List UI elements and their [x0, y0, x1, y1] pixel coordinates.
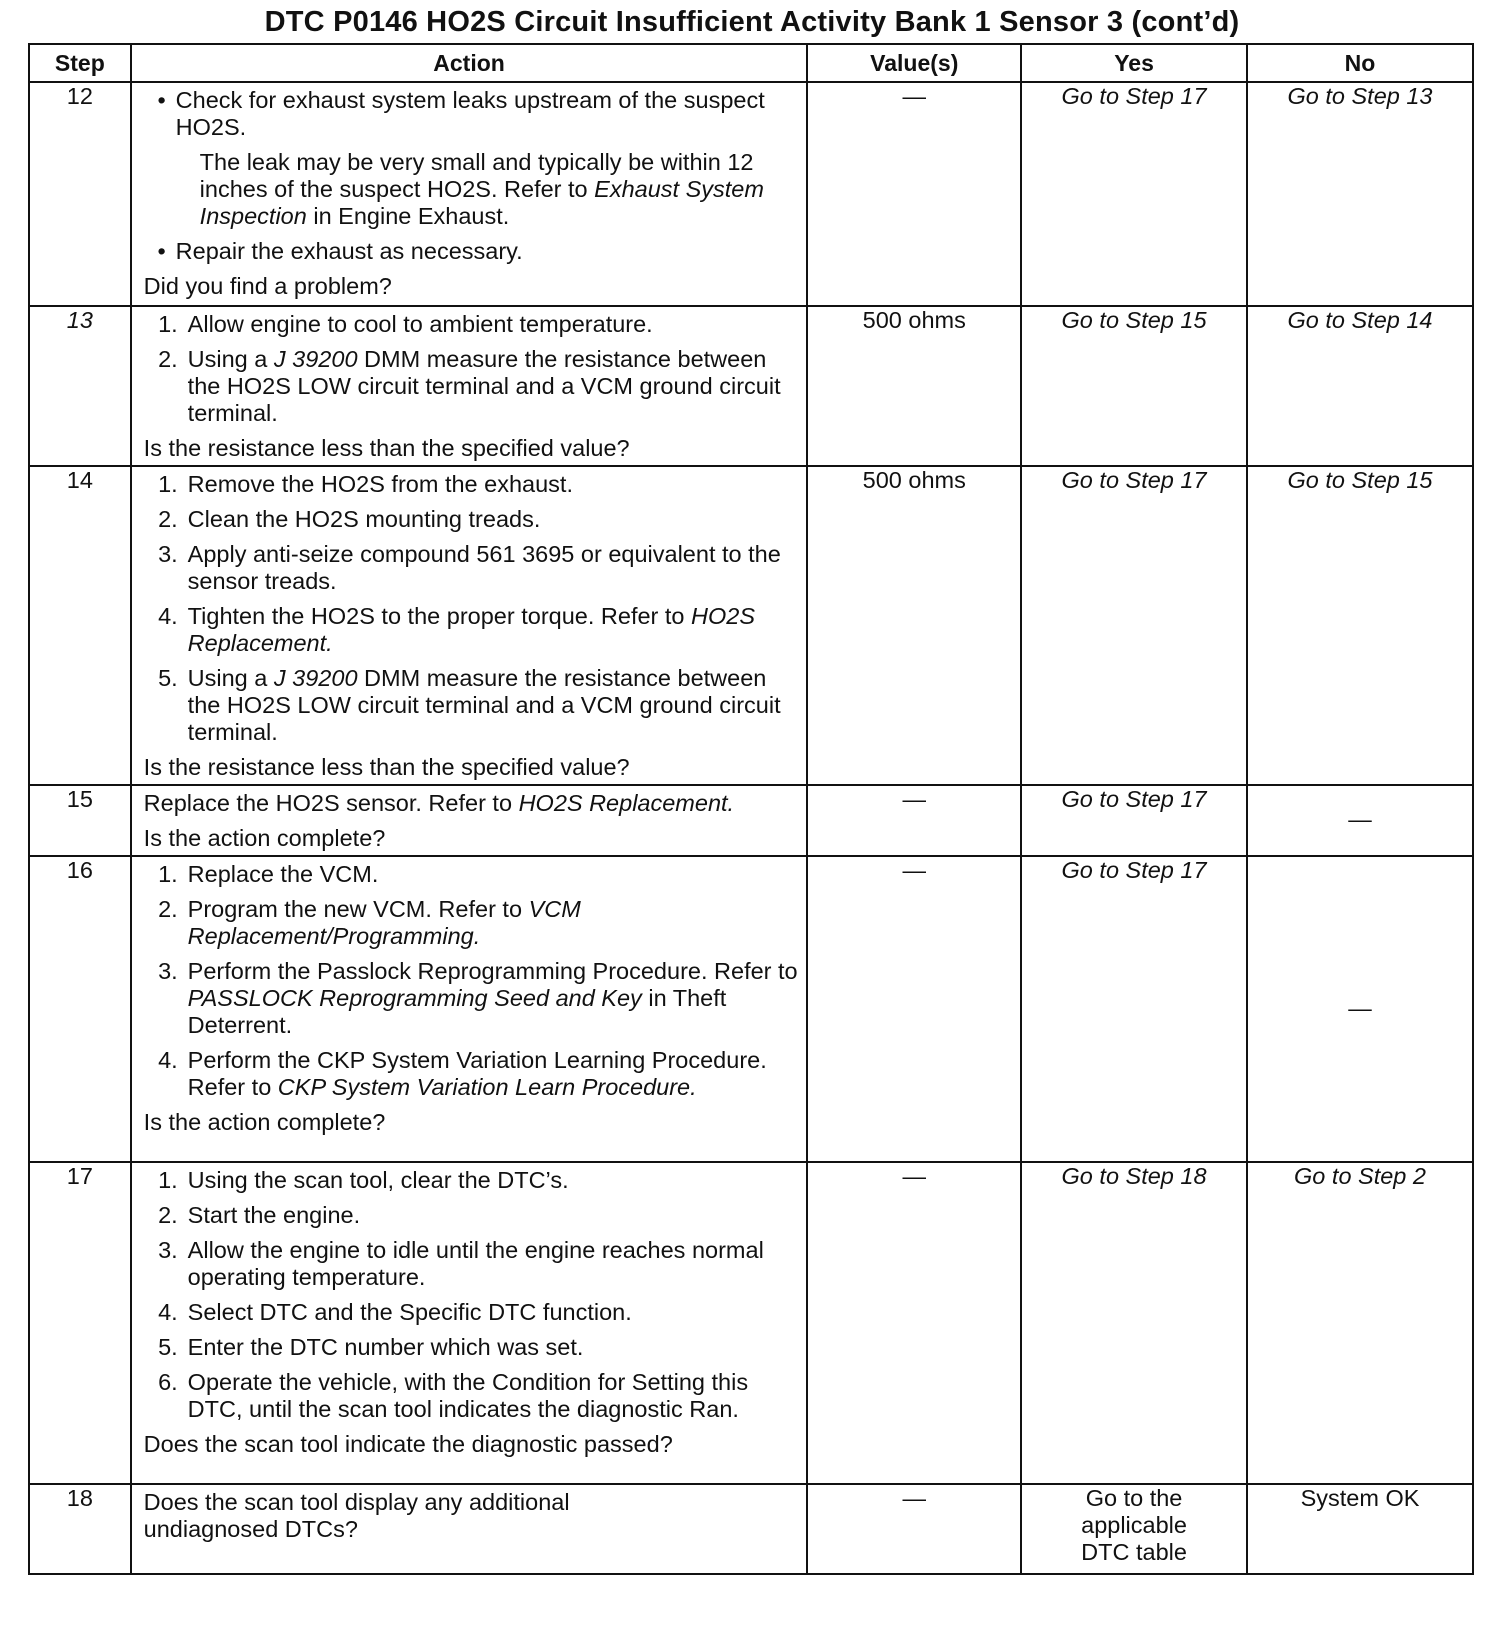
no-outcome: System OK [1247, 1484, 1473, 1574]
tool-reference: J 39200 [273, 346, 358, 372]
table-header-row [29, 44, 1473, 82]
step-list-number: 3. [158, 541, 178, 567]
action-question: Is the action complete? [143, 1109, 386, 1135]
table-row [29, 785, 1473, 856]
action-text: Using a J 39200 DMM measure the resistance between the HO2S LOW circuit terminal and a VCM ground circuit terminal. [187, 665, 781, 745]
action-item [144, 1299, 799, 1326]
step-list-number: 2. [158, 506, 178, 532]
reference-link-text: VCM Replacement/Programming. [187, 896, 581, 949]
step-list-number: 2. [158, 1202, 178, 1228]
table-row [29, 306, 1473, 466]
action-text: Program the new VCM. Refer to VCM Replacement/Programming. [187, 896, 581, 949]
step-number: 14 [29, 466, 131, 785]
action-text: Tighten the HO2S to the proper torque. Refer to HO2S Replacement. [187, 603, 756, 656]
value-cell: — [807, 856, 1021, 1162]
column-header-yes: Yes [1021, 44, 1247, 82]
table-row [29, 466, 1473, 785]
action-item [144, 238, 799, 265]
action-cell [131, 82, 808, 306]
action-question: Did you find a problem? [143, 273, 392, 299]
table-row [29, 1162, 1473, 1484]
action-item [144, 1167, 799, 1194]
action-text: Allow the engine to idle until the engine reaches normal operating temperature. [187, 1237, 764, 1290]
reference-link-text: Exhaust System Inspection [199, 176, 764, 229]
value-cell: 500 ohms [807, 466, 1021, 785]
no-outcome: Go to Step 14 [1247, 306, 1473, 466]
action-item [144, 958, 799, 1039]
step-list-number: 5. [158, 665, 178, 691]
action-item [144, 1237, 799, 1291]
no-outcome: Go to Step 15 [1247, 466, 1473, 785]
action-text: Start the engine. [187, 1202, 361, 1228]
action-item [144, 87, 799, 141]
action-item [144, 1334, 799, 1361]
yes-outcome: Go to Step 17 [1021, 82, 1247, 306]
step-list-number: 3. [158, 1237, 178, 1263]
action-text: Select DTC and the Specific DTC function. [187, 1299, 632, 1325]
step-list-number: 5. [158, 1334, 178, 1360]
value-cell: — [807, 1162, 1021, 1484]
action-text: Repair the exhaust as necessary. [175, 238, 523, 264]
action-item [144, 1047, 799, 1101]
action-item [144, 665, 799, 746]
yes-outcome: Go to Step 18 [1021, 1162, 1247, 1484]
bullet-mark: • [157, 87, 166, 113]
step-list-number: 1. [158, 471, 178, 497]
reference-link-text: CKP System Variation Learn Procedure. [277, 1074, 697, 1100]
action-item [144, 541, 799, 595]
action-cell [131, 785, 808, 856]
action-text: Using a J 39200 DMM measure the resistance between the HO2S LOW circuit terminal and a VCM ground circuit terminal. [187, 346, 781, 426]
tool-reference: J 39200 [273, 665, 358, 691]
action-item [144, 506, 799, 533]
value-cell: — [807, 82, 1021, 306]
diagnostic-table [28, 43, 1474, 1575]
table-row [29, 856, 1473, 1162]
action-text: Replace the VCM. [187, 861, 379, 887]
table-row [29, 82, 1473, 306]
value-cell: 500 ohms [807, 306, 1021, 466]
step-list-number: 1. [158, 861, 178, 887]
column-header-action: Action [131, 44, 808, 82]
step-list-number: 4. [158, 1047, 178, 1073]
action-item [144, 471, 799, 498]
action-text: Operate the vehicle, with the Condition for Setting this DTC, until the scan tool indicates the diagnostic Ran. [187, 1369, 749, 1422]
yes-outcome: Go to Step 17 [1021, 785, 1247, 856]
action-item [144, 1369, 799, 1423]
step-number: 16 [29, 856, 131, 1162]
action-text: Replace the HO2S sensor. Refer to HO2S Replacement. [143, 790, 735, 816]
action-item [144, 603, 799, 657]
reference-link-text: HO2S Replacement. [518, 790, 735, 816]
action-cell [131, 466, 808, 785]
step-list-number: 4. [158, 603, 178, 629]
reference-link-text: HO2S Replacement. [187, 603, 756, 656]
step-list-number: 2. [158, 346, 178, 372]
step-number: 18 [29, 1484, 131, 1574]
no-outcome: Go to Step 13 [1247, 82, 1473, 306]
no-outcome: — [1247, 856, 1473, 1162]
action-item [144, 1202, 799, 1229]
action-text: Using the scan tool, clear the DTC’s. [187, 1167, 569, 1193]
no-outcome: Go to Step 2 [1247, 1162, 1473, 1484]
action-cell [131, 1162, 808, 1484]
step-list-number: 3. [158, 958, 178, 984]
note-text: The leak may be very small and typically be within 12 inches of the suspect HO2S. Refer to [199, 149, 754, 202]
action-text: Enter the DTC number which was set. [187, 1334, 584, 1360]
step-list-number: 6. [158, 1369, 178, 1395]
action-item [144, 346, 799, 427]
action-text: Remove the HO2S from the exhaust. [187, 471, 573, 497]
page-title: DTC P0146 HO2S Circuit Insufficient Activity Bank 1 Sensor 3 (cont’d) [264, 6, 1240, 38]
action-question: Is the action complete? [143, 825, 386, 851]
action-question: Is the resistance less than the specified value? [143, 435, 630, 461]
action-text: Apply anti-seize compound 561 3695 or equivalent to the sensor treads. [187, 541, 781, 594]
action-item [144, 896, 799, 950]
action-text: Allow engine to cool to ambient temperature. [187, 311, 653, 337]
action-text: Clean the HO2S mounting treads. [187, 506, 541, 532]
yes-outcome: Go to Step 17 [1021, 466, 1247, 785]
no-outcome: — [1247, 785, 1473, 856]
action-item [144, 311, 799, 338]
value-cell: — [807, 1484, 1021, 1574]
action-text: Perform the CKP System Variation Learning Procedure. Refer to CKP System Variation Learn Procedure. [187, 1047, 767, 1100]
value-cell: — [807, 785, 1021, 856]
column-header-values: Value(s) [807, 44, 1021, 82]
column-header-no: No [1247, 44, 1473, 82]
step-list-number: 1. [158, 1167, 178, 1193]
step-number: 12 [29, 82, 131, 306]
step-number: 17 [29, 1162, 131, 1484]
action-question: Is the resistance less than the specified value? [143, 754, 630, 780]
step-list-number: 4. [158, 1299, 178, 1325]
column-header-step: Step [29, 44, 131, 82]
action-item [144, 861, 799, 888]
reference-link-text: PASSLOCK Reprogramming Seed and Key [187, 985, 642, 1011]
step-list-number: 2. [158, 896, 178, 922]
action-question: Does the scan tool indicate the diagnostic passed? [143, 1431, 673, 1457]
yes-outcome: Go to Step 17 [1021, 856, 1247, 1162]
step-number: 13 [29, 306, 131, 466]
action-note [200, 149, 799, 230]
action-cell [131, 856, 808, 1162]
action-cell [131, 306, 808, 466]
bullet-mark: • [157, 238, 166, 264]
action-cell [131, 1484, 808, 1574]
yes-outcome: Go to the applicable DTC table [1021, 1484, 1247, 1574]
action-text: Perform the Passlock Reprogramming Procedure. Refer to PASSLOCK Reprogramming Seed and Key in Theft Deterrent. [187, 958, 798, 1038]
action-question: Does the scan tool display any additional undiagnosed DTCs? [143, 1489, 570, 1542]
step-number: 15 [29, 785, 131, 856]
table-row [29, 1484, 1473, 1574]
action-text: Check for exhaust system leaks upstream of the suspect HO2S. [175, 87, 765, 140]
step-list-number: 1. [158, 311, 178, 337]
note-text: in Engine Exhaust. [306, 203, 510, 229]
yes-outcome: Go to Step 15 [1021, 306, 1247, 466]
